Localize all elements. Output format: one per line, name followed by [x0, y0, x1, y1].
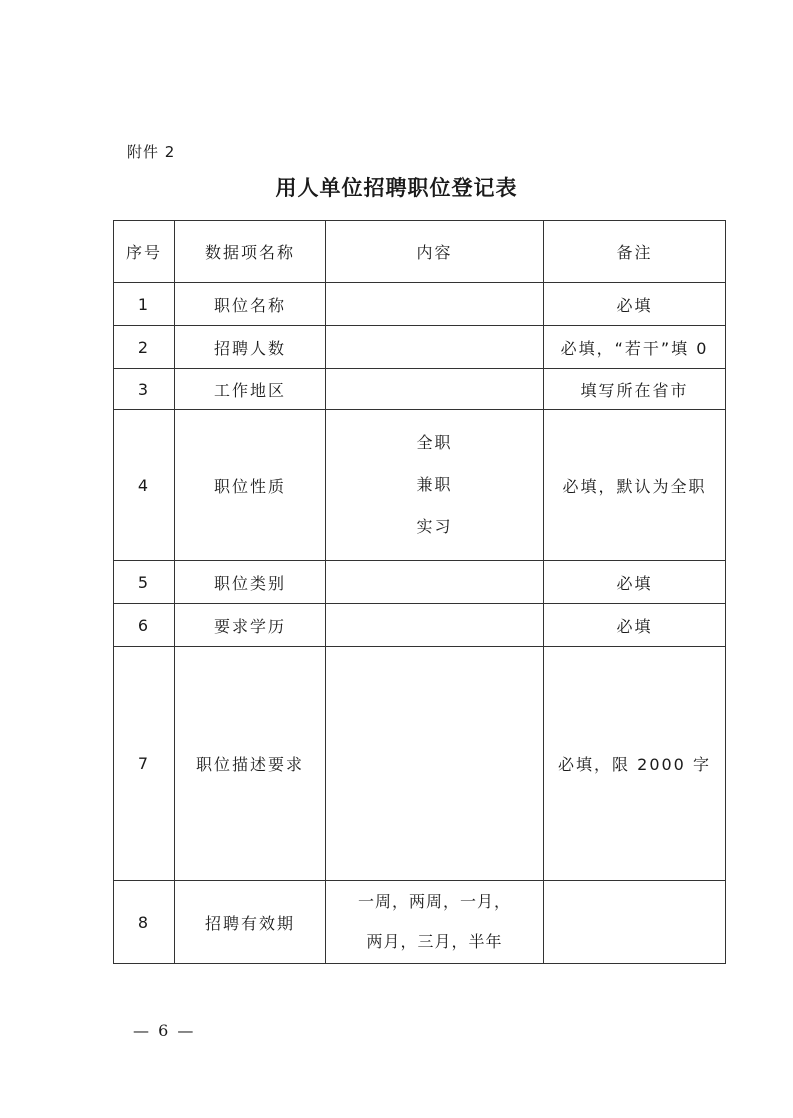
row-content	[326, 647, 544, 881]
period-line-1: 一周，两周，一月，	[357, 892, 511, 911]
attachment-label: 附件 2	[127, 143, 176, 161]
header-serial: 序号	[114, 221, 175, 283]
table-row	[114, 604, 726, 647]
table-row	[114, 369, 726, 410]
row-content-periods	[326, 881, 544, 964]
option-internship: 实习	[416, 517, 453, 536]
row-serial: 5	[114, 561, 175, 604]
row-remark: 填写所在省市	[544, 369, 726, 410]
table-row	[114, 561, 726, 604]
row-item-name: 职位性质	[175, 410, 326, 561]
option-full-time: 全职	[416, 433, 453, 452]
row-item-name: 工作地区	[175, 369, 326, 410]
header-item-name: 数据项名称	[175, 221, 326, 283]
row-item-name: 要求学历	[175, 604, 326, 647]
table-row	[114, 410, 726, 561]
row-serial: 6	[114, 604, 175, 647]
row-remark: 必填	[544, 604, 726, 647]
row-content	[326, 283, 544, 326]
row-content	[326, 326, 544, 369]
header-remarks: 备注	[544, 221, 726, 283]
row-content	[326, 561, 544, 604]
row-remark: 必填，默认为全职	[544, 410, 726, 561]
page-number: — 6 —	[133, 1021, 196, 1040]
row-serial: 2	[114, 326, 175, 369]
row-remark: 必填，“若干”填 0	[544, 326, 726, 369]
row-content-options	[326, 410, 544, 561]
row-item-name: 职位类别	[175, 561, 326, 604]
document-title: 用人单位招聘职位登记表	[275, 175, 518, 200]
row-content	[326, 604, 544, 647]
row-remark: 必填	[544, 283, 726, 326]
row-item-name: 招聘有效期	[175, 881, 326, 964]
row-remark: 必填，限 2000 字	[544, 647, 726, 881]
row-serial: 1	[114, 283, 175, 326]
row-serial: 4	[114, 410, 175, 561]
row-remark	[544, 881, 726, 964]
row-serial: 7	[114, 647, 175, 881]
table-row	[114, 283, 726, 326]
table-row	[114, 881, 726, 964]
row-remark: 必填	[544, 561, 726, 604]
row-serial: 8	[114, 881, 175, 964]
table-header-row	[114, 221, 726, 283]
row-item-name: 职位名称	[175, 283, 326, 326]
registration-table	[113, 220, 726, 964]
table-row	[114, 647, 726, 881]
header-content: 内容	[326, 221, 544, 283]
row-serial: 3	[114, 369, 175, 410]
row-content	[326, 369, 544, 410]
row-item-name: 职位描述要求	[175, 647, 326, 881]
period-line-2: 两月，三月，半年	[366, 932, 503, 951]
table-row	[114, 326, 726, 369]
option-part-time: 兼职	[416, 475, 453, 494]
row-item-name: 招聘人数	[175, 326, 326, 369]
